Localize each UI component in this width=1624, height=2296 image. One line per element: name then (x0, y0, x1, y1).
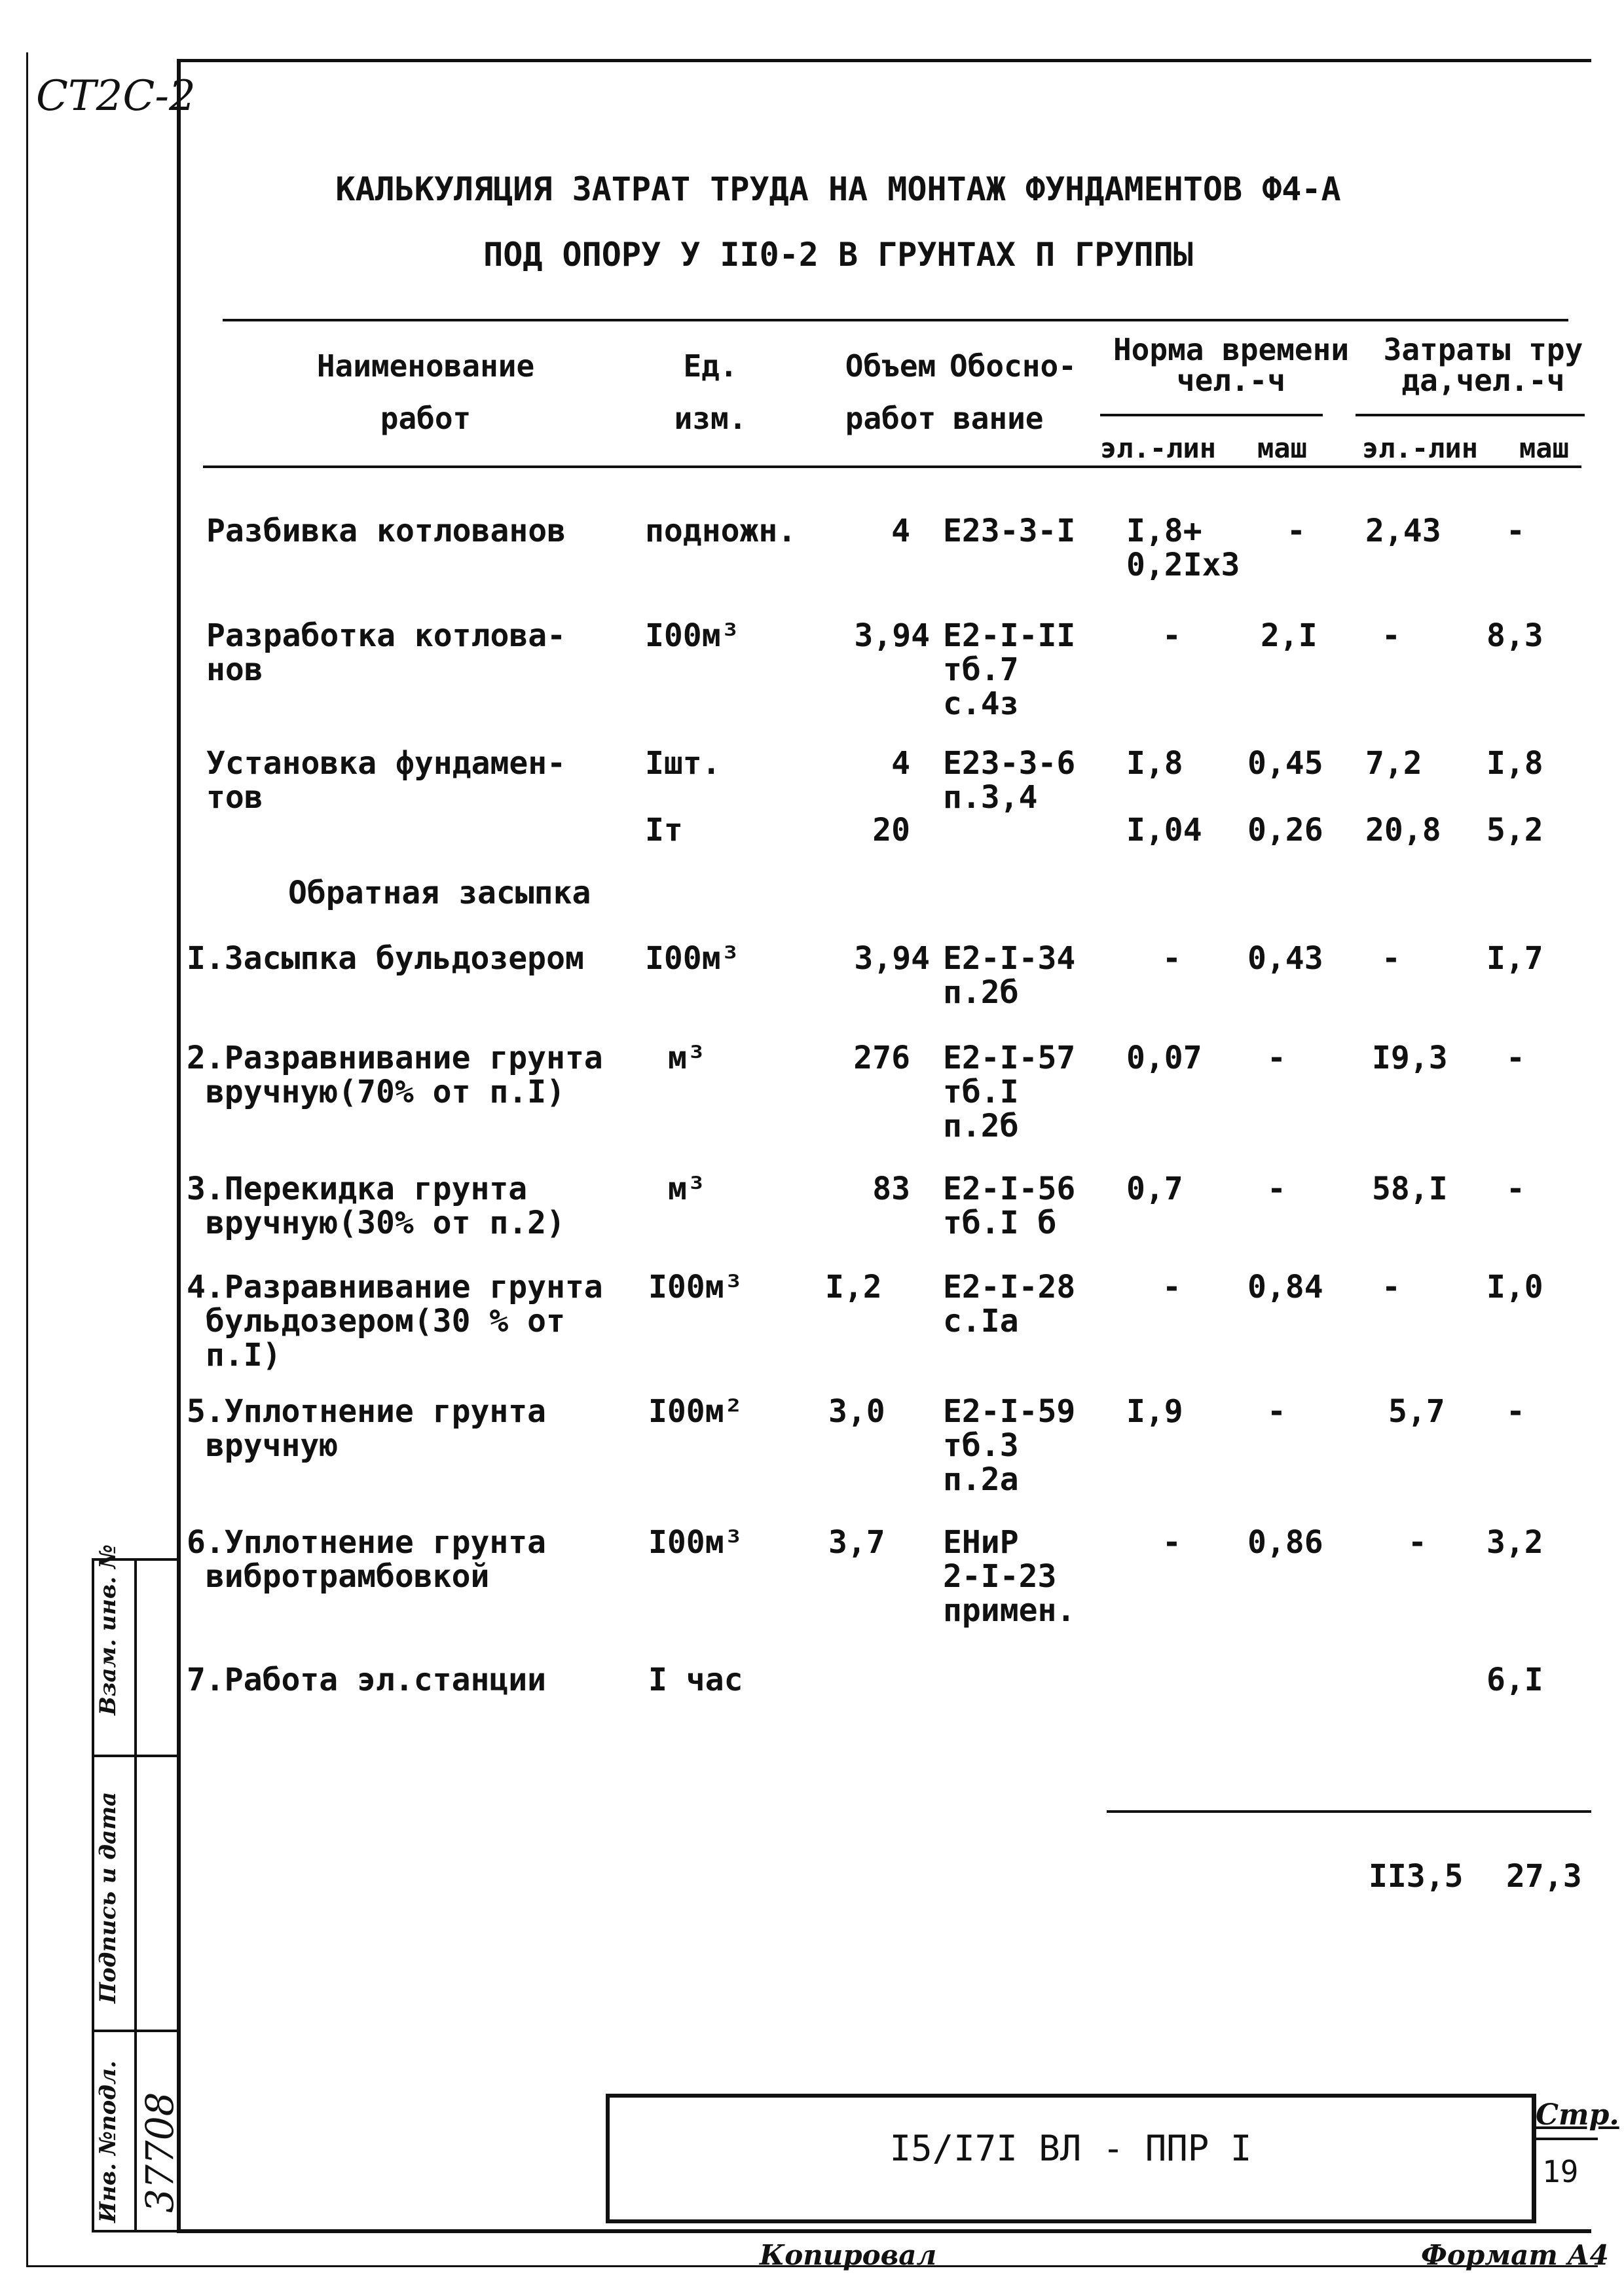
row-2-unit: I00м³ (645, 617, 740, 654)
row-10-volume: 3,7 (828, 1524, 885, 1561)
subheader-cost-mash: маш (1519, 432, 1569, 464)
row-8-unit: I00м³ (648, 1269, 743, 1305)
row-4-norm-mash: 0,26 (1247, 812, 1323, 848)
row-5-cost-mash: I,7 (1486, 940, 1543, 977)
row-10-name: 6.Уплотнение грунта вибротрамбовкой (187, 1524, 547, 1595)
page-title-line2: ПОД ОПОРУ У II0-2 В ГРУНТАХ П ГРУППЫ (483, 236, 1193, 274)
row-5-cost-el: - (1382, 940, 1401, 977)
row-4-cost-el: 20,8 (1365, 812, 1441, 848)
row-3-basis: Е23-3-6 п.3,4 (943, 745, 1076, 816)
row-3-volume: 4 (891, 745, 910, 782)
row-10-cost-mash: 3,2 (1486, 1524, 1543, 1561)
header-cost-line2: да,чел.-ч (1401, 363, 1565, 398)
page-box-divider (1532, 2138, 1598, 2140)
row-1-norm-el: I,8+ 0,2Iх3 (1126, 513, 1240, 583)
row-1-volume: 4 (891, 513, 910, 549)
row-6-unit: м³ (668, 1040, 706, 1076)
subheader-norm-el: эл.-лин (1100, 432, 1217, 464)
row-8-cost-el: - (1382, 1269, 1401, 1305)
row-11-unit: I час (648, 1662, 743, 1698)
header-name-line1: Наименование (316, 348, 535, 384)
row-6-volume: 276 (853, 1040, 910, 1076)
format-label: Формат А4 (1421, 2239, 1609, 2271)
page-label: Стр. (1536, 2098, 1619, 2132)
row-8-cost-mash: I,0 (1486, 1269, 1543, 1305)
row-7-norm-el: 0,7 (1126, 1171, 1183, 1207)
side-label-inv-orig: Инв. №подл. (95, 2060, 121, 2223)
row-9-name: 5.Уплотнение грунта вручную (187, 1393, 547, 1464)
row-4-norm-el: I,04 (1126, 812, 1202, 848)
norm-subheader-rule (1100, 414, 1323, 416)
frame-top-border (177, 59, 1591, 62)
header-norm-line1: Норма времени (1113, 332, 1350, 367)
row-1-norm-mash: - (1287, 513, 1306, 549)
row-3-norm-el: I,8 (1126, 745, 1183, 782)
row-3-unit: Iшт. (645, 745, 721, 782)
outer-frame-left (26, 52, 28, 2265)
row-4-volume: 20 (872, 812, 910, 848)
row-8-name: 4.Разравнивание грунта бульдозером(30 % от п.I) (187, 1269, 603, 1374)
row-3-cost-el: 7,2 (1365, 745, 1422, 782)
row-8-norm-mash: 0,84 (1247, 1269, 1323, 1305)
row-5-unit: I00м³ (645, 940, 740, 977)
row-1-cost-mash: - (1506, 513, 1525, 549)
row-1-basis: Е23-3-I (943, 513, 1076, 549)
row-10-norm-mash: 0,86 (1247, 1524, 1323, 1561)
row-11-cost-mash: 6,I (1486, 1662, 1543, 1698)
row-1-unit: подножн. (645, 513, 797, 549)
inventory-number: 37708 (138, 2092, 182, 2213)
table-top-rule (223, 319, 1568, 321)
row-10-cost-el: - (1408, 1524, 1427, 1561)
row-8-basis: Е2-I-28 с.Iа (943, 1269, 1076, 1339)
total-cost-el: II3,5 (1369, 1858, 1464, 1895)
row-8-volume: I,2 (825, 1269, 882, 1305)
row-1-cost-el: 2,43 (1365, 513, 1441, 549)
row-6-cost-el: I9,3 (1372, 1040, 1448, 1076)
row-2-basis: Е2-I-II тб.7 с.4з (943, 617, 1076, 722)
row-3-cost-mash: I,8 (1486, 745, 1543, 782)
side-strip-divider-1 (92, 1755, 177, 1757)
row-5-basis: Е2-I-34 п.2б (943, 940, 1076, 1011)
document-code: I5/I7I ВЛ - ППР I (889, 2128, 1252, 2169)
section-backfill: Обратная засыпка (288, 875, 591, 911)
row-6-basis: Е2-I-57 тб.I п.2б (943, 1040, 1076, 1144)
row-9-norm-mash: - (1267, 1393, 1286, 1430)
header-volume-line2: работ (845, 401, 936, 436)
row-9-volume: 3,0 (828, 1393, 885, 1430)
row-6-norm-mash: - (1267, 1040, 1286, 1076)
row-2-volume: 3,94 (854, 617, 930, 654)
row-3-norm-mash: 0,45 (1247, 745, 1323, 782)
row-9-unit: I00м² (648, 1393, 743, 1430)
row-7-cost-el: 58,I (1372, 1171, 1448, 1207)
row-4-unit: Iт (645, 812, 683, 848)
row-2-norm-mash: 2,I (1261, 617, 1318, 654)
row-9-cost-mash: - (1506, 1393, 1525, 1430)
subheader-norm-mash: маш (1257, 432, 1307, 464)
header-norm-line2: чел.-ч (1176, 363, 1286, 398)
total-cost-mash: 27,3 (1506, 1858, 1582, 1895)
side-label-inv-replace: Взам. инв. № (95, 1544, 121, 1715)
row-5-norm-mash: 0,43 (1247, 940, 1323, 977)
side-label-sign-date: Подпись и дата (95, 1791, 121, 2003)
row-7-name: 3.Перекидка грунта вручную(30% от п.2) (187, 1171, 565, 1241)
row-6-name: 2.Разравнивание грунта вручную(70% от п.I) (187, 1040, 603, 1110)
header-cost-line1: Затраты тру (1383, 332, 1583, 367)
row-10-norm-el: - (1162, 1524, 1181, 1561)
header-unit-line2: изм. (674, 401, 747, 436)
row-7-norm-mash: - (1267, 1171, 1286, 1207)
row-9-basis: Е2-I-59 тб.3 п.2а (943, 1393, 1076, 1498)
cost-subheader-rule (1356, 414, 1585, 416)
row-6-norm-el: 0,07 (1126, 1040, 1202, 1076)
row-7-cost-mash: - (1506, 1171, 1525, 1207)
row-11-name: 7.Работа эл.станции (187, 1662, 547, 1698)
frame-bottom-border (177, 2229, 1591, 2233)
page-number: 19 (1542, 2154, 1579, 2189)
table-header-bottom-rule (203, 465, 1581, 468)
row-6-cost-mash: - (1506, 1040, 1525, 1076)
row-4-cost-mash: 5,2 (1486, 812, 1543, 848)
row-8-norm-el: - (1162, 1269, 1181, 1305)
row-7-basis: Е2-I-56 тб.I б (943, 1171, 1076, 1241)
row-10-unit: I00м³ (648, 1524, 743, 1561)
row-9-cost-el: 5,7 (1388, 1393, 1445, 1430)
frame-left-border (177, 59, 181, 2232)
row-2-cost-el: - (1382, 617, 1401, 654)
corner-mark: СТ2С-2 (36, 72, 196, 120)
row-9-norm-el: I,9 (1126, 1393, 1183, 1430)
row-1-name: Разбивка котлованов (206, 513, 566, 549)
header-basis-line1: Обосно- (950, 348, 1077, 384)
row-2-norm-el: - (1162, 617, 1181, 654)
row-10-basis: ЕНиР 2-I-23 примен. (943, 1524, 1076, 1629)
row-2-name: Разработка котлова- нов (206, 617, 566, 688)
row-3-name: Установка фундамен- тов (206, 745, 566, 816)
row-7-volume: 83 (872, 1171, 910, 1207)
row-2-cost-mash: 8,3 (1486, 617, 1543, 654)
subheader-cost-el: эл.-лин (1362, 432, 1479, 464)
header-basis-line2: вание (953, 401, 1044, 436)
totals-rule (1107, 1810, 1591, 1813)
row-5-name: I.Засыпка бульдозером (187, 940, 584, 977)
row-5-norm-el: - (1162, 940, 1181, 977)
header-unit-line1: Ед. (683, 348, 738, 384)
row-5-volume: 3,94 (854, 940, 930, 977)
header-name-line2: работ (380, 401, 471, 436)
page-title-line1: КАЛЬКУЛЯЦИЯ ЗАТРАТ ТРУДА НА МОНТАЖ ФУНДАМЕНТОВ Ф4-А (335, 170, 1341, 208)
header-volume-line1: Объем (845, 348, 936, 384)
side-strip-vertical-divider (134, 1558, 137, 2232)
row-7-unit: м³ (668, 1171, 706, 1207)
compiled-by-label: Копировал (760, 2239, 937, 2271)
side-strip-divider-2 (92, 2030, 177, 2032)
